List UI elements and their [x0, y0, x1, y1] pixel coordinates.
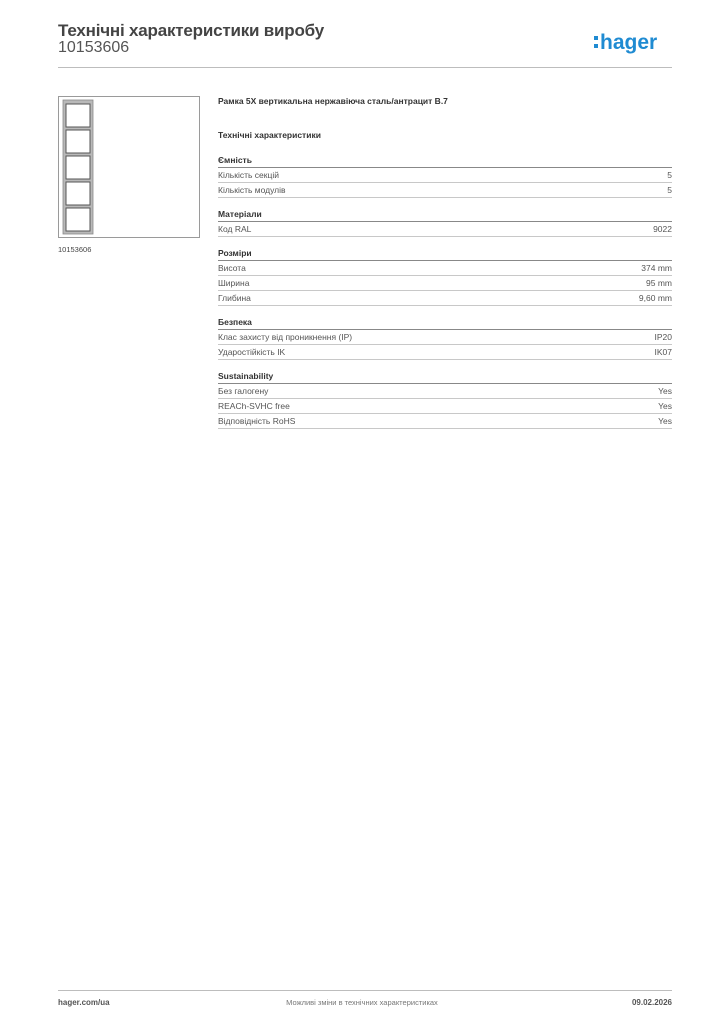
spec-row: [218, 345, 672, 360]
spec-value: 95 mm: [646, 278, 672, 288]
spec-group-sustainability: [218, 370, 672, 429]
spec-row: [218, 261, 672, 276]
spec-label: Без галогену: [218, 386, 269, 396]
group-title: Ємність: [218, 154, 672, 168]
spec-table: [218, 154, 672, 439]
spec-row: [218, 330, 672, 345]
group-title: Розміри: [218, 247, 672, 261]
spec-label: Глибина: [218, 293, 251, 303]
spec-value: 9,60 mm: [638, 293, 672, 303]
image-caption: 10153606: [58, 245, 92, 254]
spec-label: Кількість модулів: [218, 185, 286, 195]
spec-group-capacity: [218, 154, 672, 198]
spec-group-dimensions: [218, 247, 672, 306]
spec-value: IK07: [654, 347, 672, 357]
svg-text:hager: hager: [600, 31, 658, 54]
spec-row: [218, 414, 672, 429]
page-title: Технічні характеристики виробу: [58, 21, 324, 40]
section-heading: Технічні характеристики: [218, 130, 321, 140]
spec-group-safety: [218, 316, 672, 360]
spec-label: Ширина: [218, 278, 250, 288]
spec-value: Yes: [658, 416, 672, 426]
spec-label: Кількість секцій: [218, 170, 279, 180]
product-code: 10153606: [58, 39, 130, 56]
hager-logo: [594, 29, 674, 57]
header-divider: [58, 67, 672, 68]
product-image: [58, 96, 200, 238]
spec-row: [218, 183, 672, 198]
spec-value: IP20: [654, 332, 672, 342]
spec-value: 374 mm: [641, 263, 672, 273]
spec-row: [218, 384, 672, 399]
spec-row: [218, 276, 672, 291]
spec-row: [218, 222, 672, 237]
footer-notice: Можливі зміни в технічних характеристиках: [286, 998, 438, 1007]
spec-label: REACh-SVHC free: [218, 401, 290, 411]
spec-row: [218, 168, 672, 183]
spec-label: Ударостійкість IK: [218, 347, 286, 357]
group-title: Матеріали: [218, 208, 672, 222]
footer-date: 09.02.2026: [631, 998, 672, 1007]
footer-website: hager.com/ua: [58, 998, 110, 1007]
group-title: Безпека: [218, 316, 672, 330]
spec-row: [218, 399, 672, 414]
group-title: Sustainability: [218, 370, 672, 384]
spec-label: Код RAL: [218, 224, 252, 234]
spec-value: 5: [667, 185, 672, 195]
spec-label: Відповідність RoHS: [218, 416, 296, 426]
spec-value: 5: [667, 170, 672, 180]
spec-row: [218, 291, 672, 306]
spec-value: Yes: [658, 401, 672, 411]
spec-group-materials: [218, 208, 672, 237]
product-title: Рамка 5Х вертикальна нержавіюча сталь/антрацит В.7: [218, 96, 448, 106]
spec-value: Yes: [658, 386, 672, 396]
footer-divider: [58, 990, 672, 991]
spec-label: Клас захисту від проникнення (IP): [218, 332, 353, 342]
spec-label: Висота: [218, 263, 246, 273]
spec-value: 9022: [653, 224, 672, 234]
